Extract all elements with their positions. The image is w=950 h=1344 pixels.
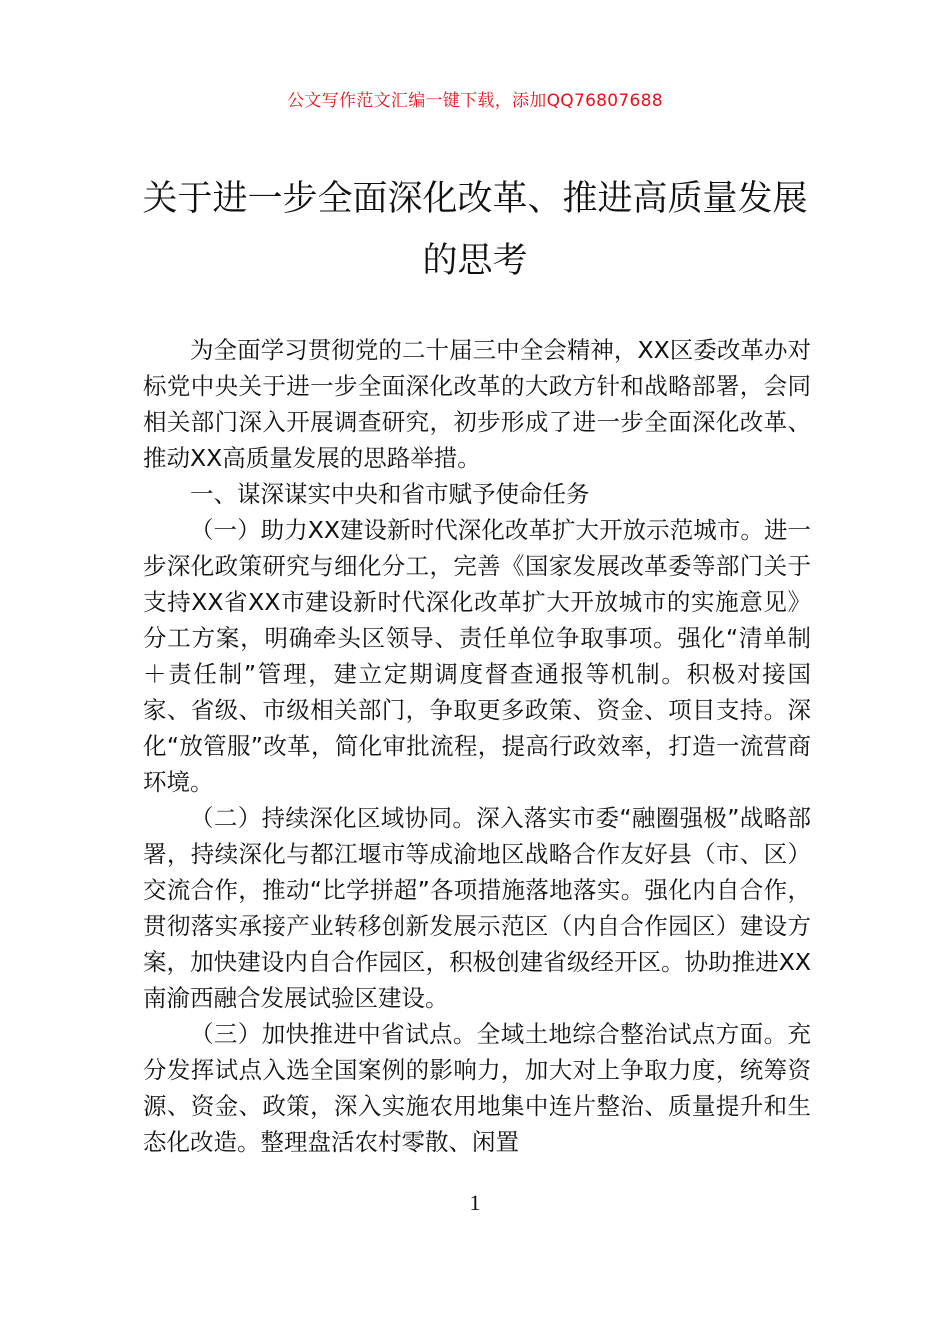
paragraph-intro: 为全面学习贯彻党的二十届三中全会精神，XX区委改革办对标党中央关于进一步全面深化改革的大政方针和战略部署，会同相关部门深入开展调查研究，初步形成了进一步全面深化改革、推动XX高质量发展的思路举措。 [143,336,811,472]
paragraph-item-2: （二）持续深化区域协同。深入落实市委“融圈强极”战略部署，持续深化与都江堰市等成渝地区战略合作友好县（市、区）交流合作，推动“比学拼超”各项措施落地落实。强化内自合作，贯彻落实承接产业转移创新发展示范区（内自合作园区）建设方案，加快建设内自合作园区，积极创建省级经开区。协助推进XX南渝西融合发展试验区建设。 [143,804,811,1012]
paragraph-item-1: （一）助力XX建设新时代深化改革扩大开放示范城市。进一步深化政策研究与细化分工，完善《国家发展改革委等部门关于支持XX省XX市建设新时代深化改革扩大开放城市的实施意见》分工方案，明确牵头区领导、责任单位争取事项。强化“清单制＋责任制”管理，建立定期调度督查通报等机制。积极对接国家、省级、市级相关部门，争取更多政策、资金、项目支持。深化“放管服”改革，简化审批流程，提高行政效率，打造一流营商环境。 [143,516,811,796]
document-body [143,332,811,1160]
document-title: 关于进一步全面深化改革、推进高质量发展的思考 [142,179,808,281]
paragraph-item-3: （三）加快推进中省试点。全域土地综合整治试点方面。充分发挥试点入选全国案例的影响力，加大对上争取力度，统筹资源、资金、政策，深入实施农用地集中连片整治、质量提升和生态化改造。整理盘活农村零散、闲置 [143,1020,811,1156]
header-banner: 公文写作范文汇编一键下载，添加QQ76807688 [287,91,663,111]
page-number: 1 [469,1190,481,1215]
section-heading-1: 一、谋深谋实中央和省市赋予使命任务 [190,480,590,508]
